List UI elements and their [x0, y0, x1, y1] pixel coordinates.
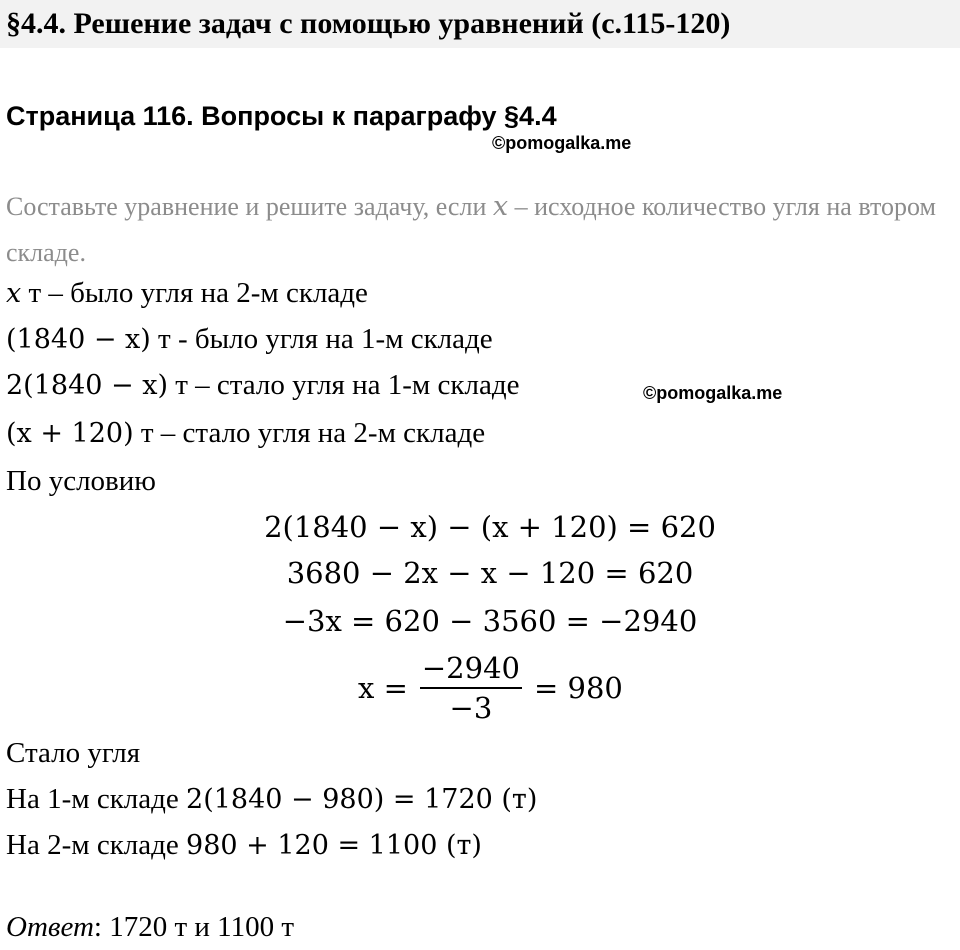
- definition-line: [6, 316, 493, 363]
- definition-expr: (x + 120): [6, 418, 134, 449]
- fraction-numerator: −2940: [421, 651, 520, 685]
- equation-line: −3x = 620 − 3560 = −2940: [282, 604, 698, 638]
- fraction-equation: [358, 646, 623, 730]
- definition-line: [6, 362, 519, 409]
- definition-text: т – стало угля на 1-м складе: [167, 369, 520, 401]
- result-label-text: На 1-м складе: [6, 783, 187, 815]
- watermark-middle: ©pomogalka.me: [643, 383, 783, 403]
- fraction: [420, 649, 522, 727]
- task-text-after: – исходное количество угля на втором складе.: [6, 192, 936, 267]
- result-line: [6, 822, 482, 869]
- task-statement: [6, 184, 956, 276]
- definition-line: [6, 270, 368, 317]
- fraction-denominator: −3: [449, 691, 493, 725]
- definition-text: т - было угля на 1-м складе: [150, 323, 493, 355]
- result-expr: 980 + 120 = 1100 (т): [186, 830, 482, 861]
- section-title: §4.4. Решение задач с помощью уравнений (с.115-120): [6, 7, 731, 40]
- answer-line: [6, 904, 294, 950]
- definition-line: [6, 410, 485, 457]
- fraction-lhs: x =: [358, 671, 408, 705]
- definition-text: т – было угля на 2-м складе: [21, 277, 368, 309]
- fraction-rhs: = 980: [533, 671, 623, 705]
- result-label: Стало угля: [6, 737, 141, 769]
- answer-label: Ответ: [6, 911, 94, 943]
- definition-expr: 2(1840 − x): [6, 370, 168, 401]
- watermark-top: ©pomogalka.me: [492, 133, 632, 153]
- definition-text: т – стало угля на 2-м складе: [133, 417, 486, 449]
- definition-expr: x: [6, 278, 22, 309]
- task-text-before: Составьте уравнение и решите задачу, если: [6, 192, 493, 221]
- condition-label: По условию: [6, 465, 156, 497]
- result-expr: 2(1840 − 980) = 1720 (т): [186, 784, 538, 815]
- result-label-text: На 2-м складе: [6, 829, 187, 861]
- result-line: [6, 776, 537, 823]
- definition-expr: (1840 − x): [6, 324, 151, 355]
- task-variable: x: [492, 191, 509, 222]
- answer-text: : 1720 т и 1100 т: [93, 911, 295, 943]
- equation-line: 2(1840 − x) − (x + 120) = 620: [264, 510, 716, 544]
- page-heading: Страница 116. Вопросы к параграфу §4.4: [6, 101, 557, 131]
- equation-line: 3680 − 2x − x − 120 = 620: [286, 556, 694, 590]
